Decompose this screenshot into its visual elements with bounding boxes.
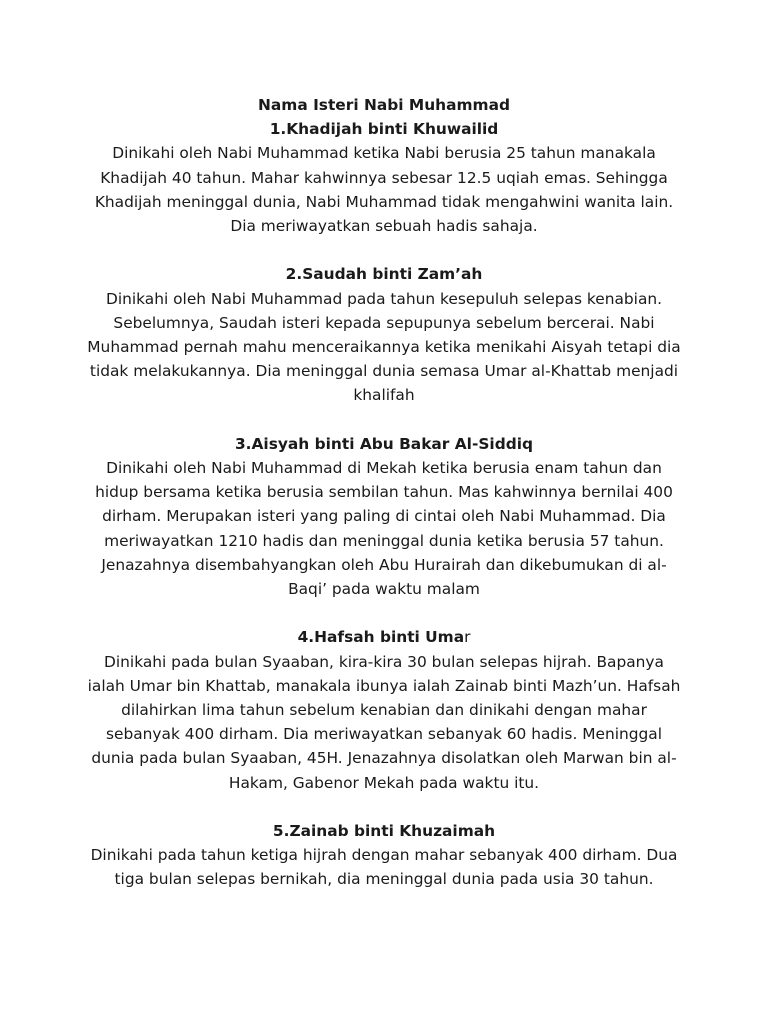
body-line: Baqi’ pada waktu malam	[288, 580, 480, 599]
body-line: Sebelumnya, Saudah isteri kepada sepupunya sebelum bercerai. Nabi	[113, 313, 655, 332]
body-line: tiga bulan selepas bernikah, dia meninggal dunia pada usia 30 tahun.	[114, 870, 654, 889]
body-line: Dinikahi oleh Nabi Muhammad ketika Nabi berusia 25 tahun manakala	[112, 144, 656, 163]
section-heading-text: 4.Hafsah binti Uma	[297, 628, 465, 647]
body-line: khalifah	[353, 386, 415, 405]
paragraph-spacer	[84, 601, 684, 625]
section-heading-text: 2.Saudah binti Zam’ah	[285, 265, 483, 284]
body-line: Dinikahi pada tahun ketiga hijrah dengan mahar sebanyak 400 dirham. Dua	[90, 846, 678, 865]
section-heading	[84, 117, 684, 141]
document-title: Nama Isteri Nabi Muhammad	[258, 96, 510, 114]
document-page	[84, 93, 684, 892]
body-line: hidup bersama ketika berusia sembilan tahun. Mas kahwinnya bernilai 400	[95, 483, 673, 502]
paragraph-spacer	[84, 238, 684, 262]
body-line: Muhammad pernah mahu menceraikannya ketika menikahi Aisyah tetapi dia	[87, 338, 681, 357]
body-line: Dia meriwayatkan sebuah hadis sahaja.	[230, 217, 538, 236]
body-line: Jenazahnya disembahyangkan oleh Abu Hurairah dan dikebumukan di al-	[101, 555, 667, 574]
section-heading-text: 1.Khadijah binti Khuwailid	[269, 120, 499, 139]
body-line: Hakam, Gabenor Mekah pada waktu itu.	[228, 773, 540, 792]
body-line: Dinikahi pada bulan Syaaban, kira-kira 30 bulan selepas hijrah. Bapanya	[104, 652, 664, 671]
paragraph-spacer	[84, 795, 684, 819]
section-heading	[84, 625, 684, 649]
section-heading-text: 5.Zainab binti Khuzaimah	[272, 822, 496, 841]
section-heading	[84, 819, 684, 843]
section-aisyah	[84, 432, 684, 601]
section-heading-tail: r	[464, 628, 471, 647]
body-line: Khadijah meninggal dunia, Nabi Muhammad tidak mengahwini wanita lain.	[94, 192, 674, 211]
body-line: sebanyak 400 dirham. Dia meriwayatkan sebanyak 60 hadis. Meninggal	[105, 725, 663, 744]
body-line: Khadijah 40 tahun. Mahar kahwinnya sebesar 12.5 uqiah emas. Sehingga	[100, 168, 668, 187]
section-khadijah	[84, 117, 684, 238]
section-zainab	[84, 819, 684, 892]
paragraph-spacer	[84, 408, 684, 432]
section-hafsah	[84, 625, 684, 794]
section-heading	[84, 432, 684, 456]
body-line: ialah Umar bin Khattab, manakala ibunya ialah Zainab binti Mazh’un. Hafsah	[87, 676, 681, 695]
body-line: dunia pada bulan Syaaban, 45H. Jenazahnya disolatkan oleh Marwan bin al-	[91, 749, 677, 768]
body-line: tidak melakukannya. Dia meninggal dunia semasa Umar al-Khattab menjadi	[89, 362, 679, 381]
body-line: meriwayatkan 1210 hadis dan meninggal dunia ketika berusia 57 tahun.	[104, 531, 664, 550]
section-heading	[84, 262, 684, 286]
body-line: Dinikahi oleh Nabi Muhammad pada tahun kesepuluh selepas kenabian.	[105, 289, 663, 308]
body-line: dirham. Merupakan isteri yang paling di cintai oleh Nabi Muhammad. Dia	[102, 507, 666, 526]
body-line: dilahirkan lima tahun sebelum kenabian dan dinikahi dengan mahar	[121, 701, 647, 720]
section-saudah	[84, 262, 684, 407]
body-line: Dinikahi oleh Nabi Muhammad di Mekah ketika berusia enam tahun dan	[106, 459, 662, 478]
section-heading-text: 3.Aisyah binti Abu Bakar Al-Siddiq	[234, 434, 534, 453]
